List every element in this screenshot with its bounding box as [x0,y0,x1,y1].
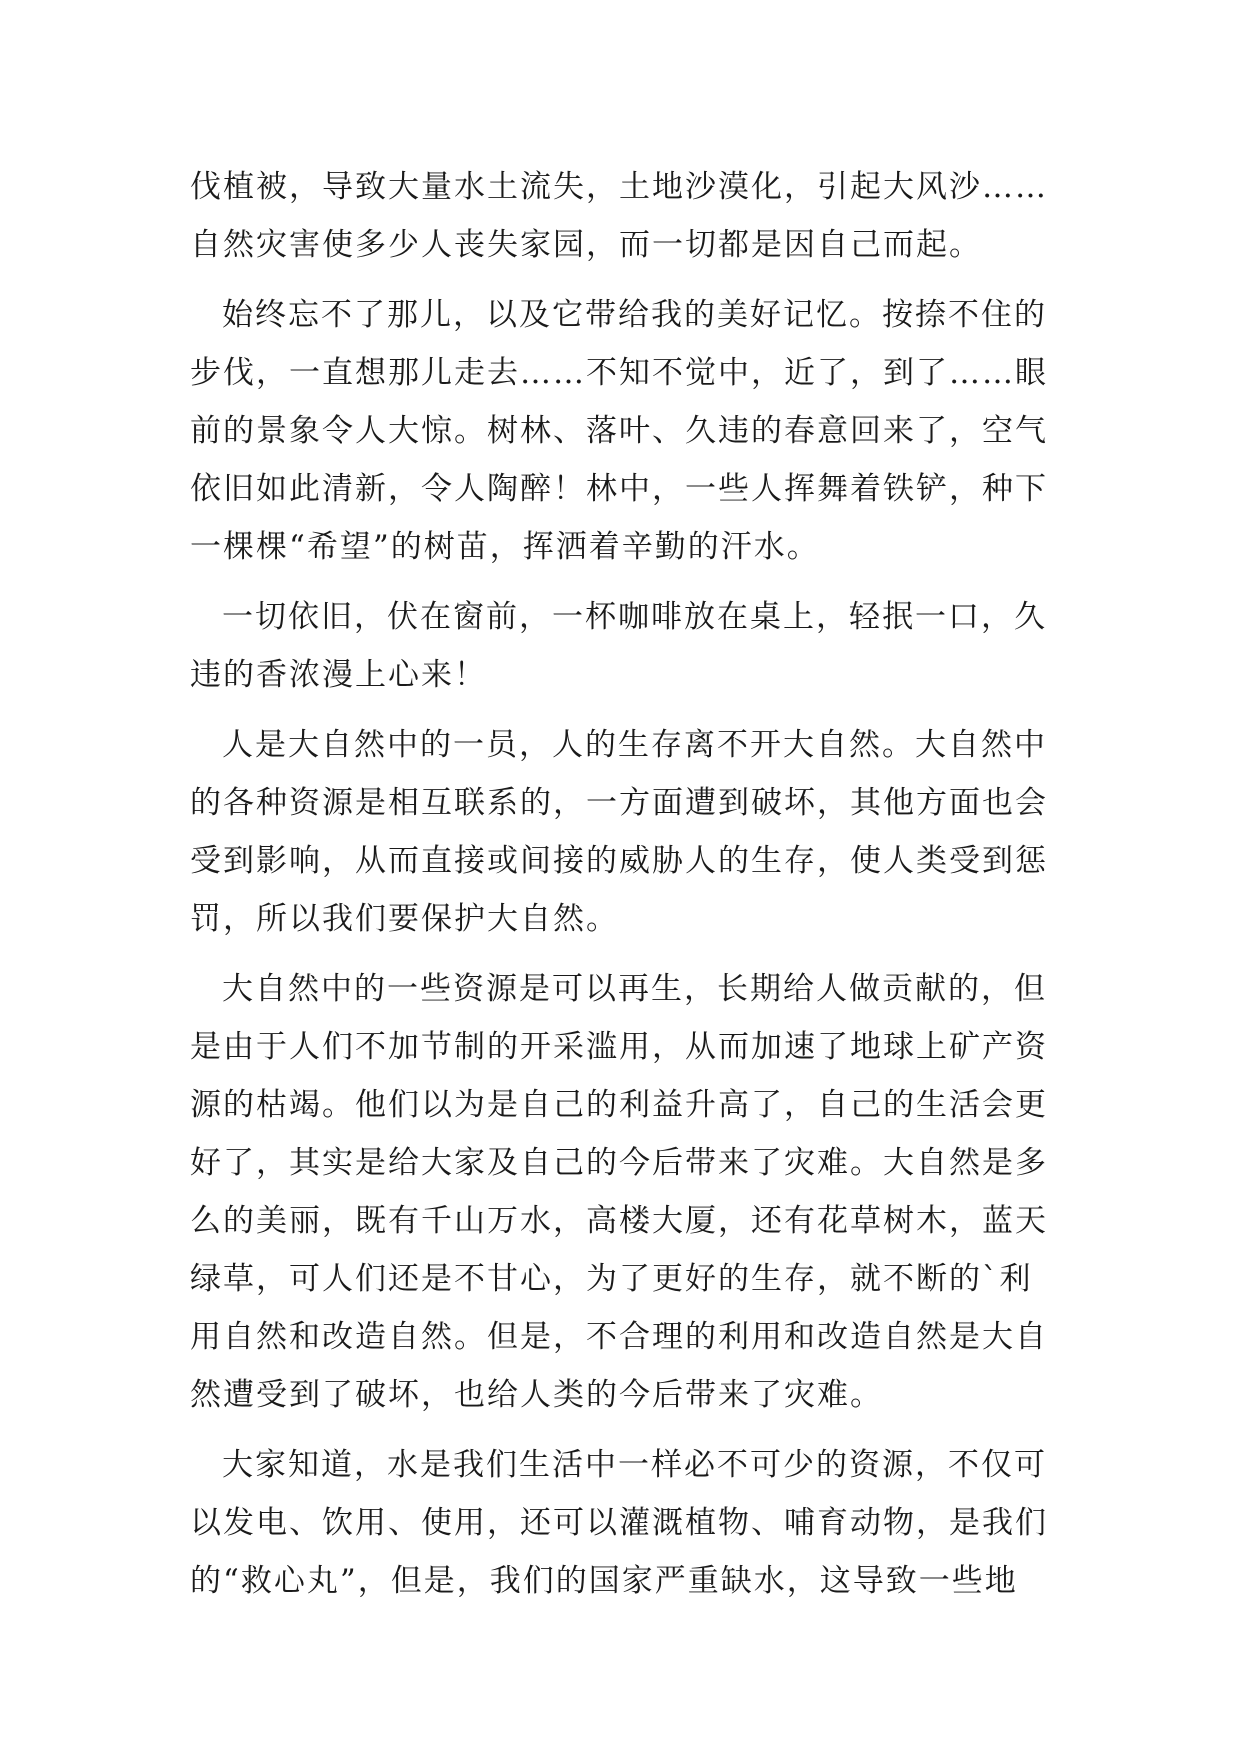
text-line: 的“救心丸”，但是，我们的国家严重缺水，这导致一些地 [190,1563,1018,1599]
paragraph [190,960,1070,1424]
text-line: 是由于人们不加节制的开采滥用，从而加速了地球上矿产资 [190,1029,1048,1065]
text-line: 一切依旧，伏在窗前，一杯咖啡放在桌上，轻抿一口，久 [222,599,1047,635]
text-line: 以发电、饮用、使用，还可以灌溉植物、哺育动物，是我们 [190,1505,1048,1541]
text-line: 用自然和改造自然。但是，不合理的利用和改造自然是大自 [190,1319,1048,1355]
text-line: 大家知道，水是我们生活中一样必不可少的资源，不仅可 [222,1447,1047,1483]
text-line: 一棵棵“希望”的树苗，挥洒着辛勤的汗水。 [190,529,820,565]
text-line: 自然灾害使多少人丧失家园，而一切都是因自己而起。 [190,227,982,263]
text-line: 大自然中的一些资源是可以再生，长期给人做贡献的，但 [222,971,1047,1007]
paragraph [190,588,1070,704]
paragraph [190,1436,1070,1610]
text-line: 然遭受到了破坏，也给人类的今后带来了灾难。 [190,1377,883,1413]
text-line: 违的香浓漫上心来！ [190,657,487,693]
text-line: 好了，其实是给大家及自己的今后带来了灾难。大自然是多 [190,1145,1048,1181]
text-line: 罚，所以我们要保护大自然。 [190,901,619,937]
text-line: 么的美丽，既有千山万水，高楼大厦，还有花草树木，蓝天 [190,1203,1048,1239]
text-line: 伐植被，导致大量水土流失，土地沙漠化，引起大风沙…… [190,169,1048,205]
text-line: 源的枯竭。他们以为是自己的利益升高了，自己的生活会更 [190,1087,1048,1123]
text-line: 步伐，一直想那儿走去……不知不觉中，近了，到了……眼 [190,355,1048,391]
text-line: 受到影响，从而直接或间接的威胁人的生存，使人类受到惩 [190,843,1048,879]
paragraph [190,716,1070,948]
paragraph [190,158,1070,274]
text-line: 的各种资源是相互联系的，一方面遭到破坏，其他方面也会 [190,785,1048,821]
text-line: 始终忘不了那儿，以及它带给我的美好记忆。按捺不住的 [222,297,1047,333]
text-line: 人是大自然中的一员，人的生存离不开大自然。大自然中 [222,727,1047,763]
text-line: 依旧如此清新，令人陶醉！林中，一些人挥舞着铁铲，种下 [190,471,1048,507]
document-body [190,158,1070,1610]
text-line: 前的景象令人大惊。树林、落叶、久违的春意回来了，空气 [190,413,1048,449]
text-line: 绿草，可人们还是不甘心，为了更好的生存，就不断的`利 [190,1261,1033,1297]
paragraph [190,286,1070,576]
